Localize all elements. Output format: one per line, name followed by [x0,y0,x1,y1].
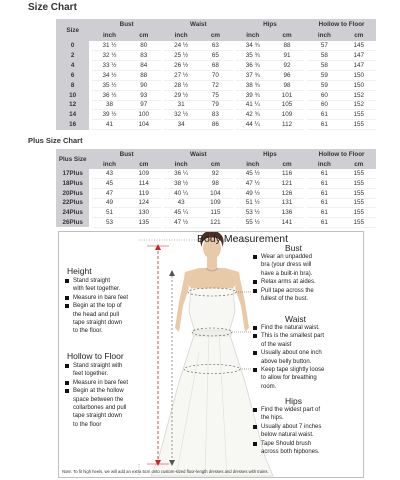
cell-inch: 33 ½ [92,61,126,71]
cell-inch: 38 [92,100,126,110]
instruction-line: tape straight down [73,320,123,327]
cell-inch: 44 ¼ [236,120,270,130]
cell-inch: 36 ¼ [164,169,198,179]
body-measurement-panel [58,231,364,478]
table-unit-row [56,159,376,169]
cell-inch: 53 ½ [236,208,270,218]
cell-inch: 34 ½ [92,71,126,81]
cell-inch: 40 ¼ [164,188,198,198]
height-heading: Height [67,266,92,276]
waist-heading: Waist [285,314,306,324]
cell-cm: 155 [342,208,376,218]
cell-cm: 92 [198,169,232,179]
size-chart-table [56,19,376,130]
instruction-line: collarbones and pull [73,405,127,412]
hips-instructions [253,406,363,456]
cell-inch: 45 [92,179,126,189]
cell-cm: 109 [198,198,232,208]
cell-inch: 34 ¾ [236,41,270,51]
table-row [56,120,376,130]
cell-cm: 84 [127,61,161,71]
cell-inch: 32 ½ [164,110,198,120]
cell-cm: 92 [270,61,304,71]
table-row [56,208,376,218]
cell-inch: 61 [307,110,341,120]
cell-cm: 91 [270,51,304,61]
cell-cm: 75 [198,90,232,100]
header-unit-cm: cm [127,159,161,169]
cell-inch: 61 [307,120,341,130]
cell-cm: 135 [127,217,161,227]
cell-cm: 152 [342,90,376,100]
cell-cm: 126 [270,188,304,198]
cell-cm: 147 [342,61,376,71]
cell-inch: 60 [307,90,341,100]
cell-inch: 41 ¼ [236,100,270,110]
cell-inch: 61 [307,198,341,208]
cell-cm: 98 [198,179,232,189]
instruction-bullet: Usually about 7 inches [253,423,363,431]
cell-inch: 25 ½ [164,51,198,61]
cell-cm: 88 [127,71,161,81]
instruction-line: tape straight down [73,413,123,420]
instruction-line: to the floor. [73,328,103,335]
cell-inch: 31 [164,100,198,110]
table-row [56,169,376,179]
instruction-bullet: Find the natural waist. [253,324,363,332]
cell-cm: 79 [198,100,232,110]
size-label: 22Plus [56,198,89,208]
cell-cm: 155 [342,120,376,130]
instruction-line: room. [261,383,277,390]
cell-cm: 101 [270,90,304,100]
instruction-bullet: Stand straight [65,277,147,285]
footnote-high-heels: Note: To fit high heels, we will add an extra 5cm onto custom-sized floor-length dresses and dresses with trains. [62,469,269,474]
header-unit-cm: cm [342,30,376,41]
cell-inch: 60 [307,100,341,110]
plus-size-chart-table [56,149,376,228]
instruction-line: to allow for breathing [261,375,317,382]
cell-cm: 90 [127,80,161,90]
table-row [56,80,376,90]
table-row [56,188,376,198]
cell-cm: 116 [270,169,304,179]
hips-heading: Hips [285,396,303,406]
header-unit-cm: cm [342,159,376,169]
height-instructions [65,277,147,336]
cell-inch: 42 ¾ [236,110,270,120]
cell-inch: 24 ½ [164,41,198,51]
cell-cm: 83 [198,110,232,120]
header-unit-inch: inch [236,159,270,169]
table-row [56,71,376,81]
header-unit-cm: cm [127,30,161,41]
plus-size-chart-title: Plus Size Chart [28,136,83,145]
table-row [56,179,376,189]
cell-cm: 150 [342,80,376,90]
cell-cm: 100 [127,110,161,120]
table-row [56,198,376,208]
cell-cm: 105 [270,100,304,110]
header-unit-inch: inch [164,30,198,41]
table-row [56,90,376,100]
instruction-line: the head and pull [73,311,120,318]
cell-inch: 58 [307,51,341,61]
table-row [56,41,376,51]
hollow-to-floor-heading: Hollow to Floor [67,351,124,361]
instruction-line: have a built-in bra). [261,270,313,277]
size-label: 17Plus [56,169,89,179]
header-hips: Hips [236,19,305,30]
cell-cm: 121 [198,217,232,227]
table-header-row [56,149,376,159]
cell-inch: 38 ¾ [236,80,270,90]
header-unit-inch: inch [164,159,198,169]
header-hollow: Hollow to Floor [307,149,376,159]
instruction-bullet: Wear an unpadded [253,253,363,261]
header-unit-inch: inch [92,30,126,41]
cell-inch: 32 ½ [92,51,126,61]
header-bust: Bust [92,149,161,159]
header-unit-inch: inch [236,30,270,41]
header-waist: Waist [164,19,233,30]
instruction-line: with feet together. [73,286,121,293]
cell-inch: 34 [164,120,198,130]
cell-inch: 51 [92,208,126,218]
header-hips: Hips [236,149,305,159]
header-unit-cm: cm [270,159,304,169]
body-measurement-title: Body Measurement [197,233,289,245]
cell-cm: 141 [270,217,304,227]
cell-inch: 39 ½ [92,110,126,120]
cell-inch: 35 ½ [92,80,126,90]
header-size: Size [56,19,89,41]
cell-cm: 121 [270,179,304,189]
cell-inch: 61 [307,188,341,198]
cell-cm: 155 [342,198,376,208]
instruction-bullet: Keep tape slightly loose [253,366,363,374]
cell-inch: 59 [307,71,341,81]
cell-inch: 26 ½ [164,61,198,71]
size-label: 26Plus [56,217,89,227]
size-label: 18Plus [56,179,89,189]
cell-cm: 155 [342,169,376,179]
size-label: 0 [56,41,89,51]
cell-inch: 45 ¼ [164,208,198,218]
size-label: 4 [56,61,89,71]
cell-cm: 72 [198,80,232,90]
instruction-bullet: This is the smallest part [253,332,363,340]
cell-cm: 98 [270,80,304,90]
cell-inch: 53 [92,217,126,227]
cell-inch: 47 ½ [164,217,198,227]
instruction-bullet: Tape Should brush [253,440,363,448]
waist-instructions [253,324,363,391]
table-row [56,100,376,110]
cell-inch: 43 [92,169,126,179]
header-unit-cm: cm [198,30,232,41]
table-row [56,61,376,71]
table-row [56,110,376,120]
cell-inch: 27 ½ [164,71,198,81]
size-label: 10 [56,90,89,100]
instruction-line: the hips. [261,415,284,422]
instruction-line: above belly button. [261,358,312,365]
cell-cm: 93 [127,90,161,100]
cell-cm: 104 [127,120,161,130]
header-unit-inch: inch [92,159,126,169]
instruction-line: fullest of the bust. [261,296,309,303]
header-unit-inch: inch [307,159,341,169]
instruction-bullet: Usually about one inch [253,349,363,357]
cell-cm: 65 [198,51,232,61]
instruction-line: to the floor [73,421,102,428]
cell-inch: 61 [307,179,341,189]
cell-cm: 150 [342,71,376,81]
bust-heading: Bust [285,243,303,253]
cell-inch: 43 [164,198,198,208]
cell-cm: 147 [342,51,376,61]
cell-cm: 155 [342,188,376,198]
cell-inch: 37 ¾ [236,71,270,81]
instruction-line: below natural waist. [261,432,314,439]
cell-inch: 36 ½ [92,90,126,100]
header-bust: Bust [92,19,161,30]
instruction-line: across both hipbones. [261,449,320,456]
header-unit-cm: cm [270,30,304,41]
cell-inch: 28 ½ [164,80,198,90]
instruction-bullet: Stand straight with [65,362,157,370]
cell-inch: 57 [307,41,341,51]
size-label: 12 [56,100,89,110]
cell-inch: 36 ¾ [236,61,270,71]
cell-cm: 131 [270,198,304,208]
header-size: Plus Size [56,149,89,169]
header-hollow: Hollow to Floor [307,19,376,30]
cell-cm: 112 [270,120,304,130]
size-label: 2 [56,51,89,61]
instruction-line: space between the [73,396,124,403]
cell-cm: 70 [198,71,232,81]
instruction-line: feet together. [73,371,109,378]
instruction-line: bra (your dress will [261,262,312,269]
instruction-bullet: Measure in bare feet [65,379,157,387]
cell-inch: 49 [92,198,126,208]
cell-cm: 88 [270,41,304,51]
header-waist: Waist [164,149,233,159]
size-label: 6 [56,71,89,81]
cell-inch: 47 [92,188,126,198]
table-row [56,51,376,61]
cell-inch: 61 [307,208,341,218]
table-unit-row [56,30,376,41]
bust-instructions [253,253,363,303]
cell-cm: 109 [127,169,161,179]
cell-cm: 97 [127,100,161,110]
instruction-bullet: Measure in bare feet [65,294,147,302]
cell-cm: 155 [342,217,376,227]
cell-cm: 86 [198,120,232,130]
cell-inch: 45 ½ [236,169,270,179]
cell-inch: 59 [307,80,341,90]
cell-cm: 68 [198,61,232,71]
table-row [56,217,376,227]
cell-inch: 51 ½ [236,198,270,208]
table-header-row [56,19,376,30]
cell-inch: 61 [307,169,341,179]
cell-cm: 155 [342,179,376,189]
cell-inch: 38 ½ [164,179,198,189]
size-label: 24Plus [56,208,89,218]
cell-cm: 119 [127,188,161,198]
header-unit-inch: inch [307,30,341,41]
size-label: 20Plus [56,188,89,198]
size-label: 14 [56,110,89,120]
instruction-bullet: Relax arms at aides. [253,278,363,286]
cell-inch: 41 [92,120,126,130]
cell-cm: 109 [270,110,304,120]
instruction-bullet: Pull tape across the [253,287,363,295]
cell-inch: 55 ½ [236,217,270,227]
hollow-to-floor-instructions [65,362,157,429]
cell-cm: 130 [127,208,161,218]
cell-inch: 35 ¾ [236,51,270,61]
instruction-line: of the waist [261,341,292,348]
cell-cm: 136 [270,208,304,218]
cell-cm: 104 [198,188,232,198]
cell-cm: 115 [198,208,232,218]
instruction-bullet: Begin at the top of [65,302,147,310]
cell-inch: 29 ½ [164,90,198,100]
cell-cm: 83 [127,51,161,61]
cell-inch: 39 ¾ [236,90,270,100]
cell-cm: 96 [270,71,304,81]
instruction-bullet: Find the widest part of [253,406,363,414]
cell-inch: 58 [307,61,341,71]
cell-cm: 152 [342,100,376,110]
cell-cm: 114 [127,179,161,189]
cell-inch: 47 ½ [236,179,270,189]
instruction-bullet: Begin at the hollow [65,387,157,395]
cell-cm: 124 [127,198,161,208]
cell-cm: 155 [342,110,376,120]
cell-cm: 145 [342,41,376,51]
cell-inch: 61 [307,217,341,227]
size-chart-title: Size Chart [28,2,77,13]
cell-cm: 63 [198,41,232,51]
cell-cm: 80 [127,41,161,51]
cell-inch: 49 ½ [236,188,270,198]
size-label: 8 [56,80,89,90]
header-unit-cm: cm [198,159,232,169]
size-label: 16 [56,120,89,130]
cell-inch: 31 ½ [92,41,126,51]
